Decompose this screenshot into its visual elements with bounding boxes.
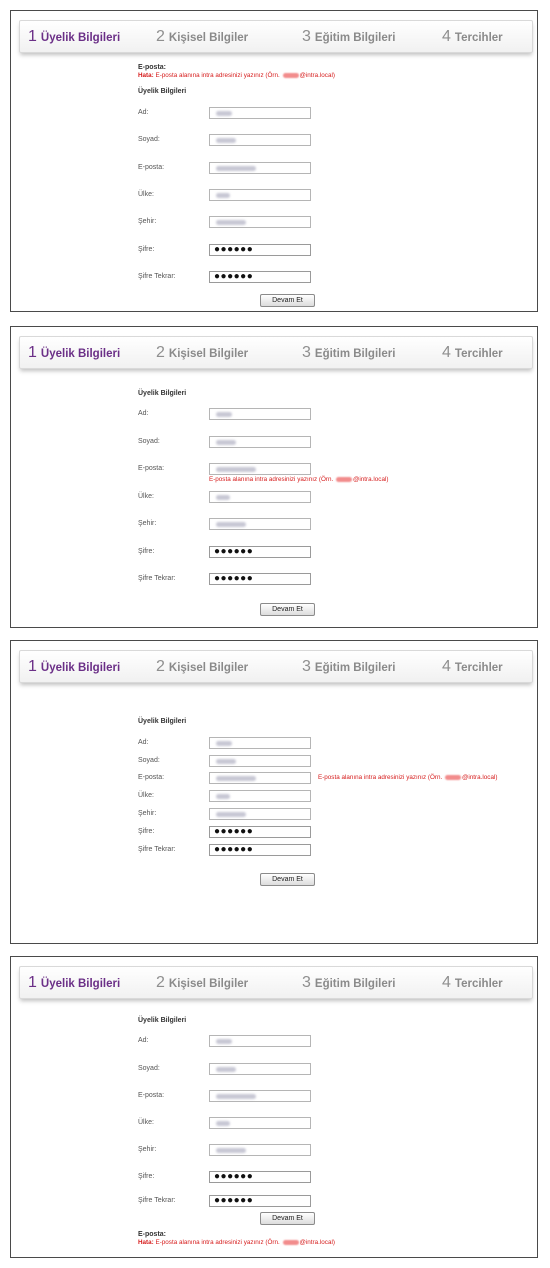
step-1[interactable]: 1 Üyelik Bilgileri — [28, 974, 121, 991]
step-4[interactable]: 4 Tercihler — [442, 974, 503, 991]
label-sifre-tekrar: Şifre Tekrar: — [138, 1197, 176, 1204]
label-ad: Ad: — [138, 1037, 149, 1044]
sehir-input[interactable] — [209, 808, 311, 820]
ulke-input[interactable] — [209, 189, 311, 201]
error-field-title: E-posta: — [138, 1231, 166, 1238]
step-2[interactable]: 2 Kişisel Bilgiler — [156, 974, 249, 991]
label-sifre-tekrar: Şifre Tekrar: — [138, 846, 176, 853]
devam-et-button[interactable]: Devam Et — [260, 603, 315, 616]
devam-et-button[interactable]: Devam Et — [260, 294, 315, 307]
membership-form — [11, 957, 537, 1257]
label-sifre: Şifre: — [138, 828, 155, 835]
sifre-tekrar-input[interactable]: ●●●●●● — [209, 271, 311, 283]
error-field-title: E-posta: — [138, 64, 166, 71]
step-4[interactable]: 4 Tercihler — [442, 28, 503, 45]
section-title: Üyelik Bilgileri — [138, 1017, 187, 1024]
step-1[interactable]: 1 Üyelik Bilgileri — [28, 28, 121, 45]
label-ulke: Ülke: — [138, 1119, 154, 1126]
variant-error-bottom — [10, 956, 538, 1258]
label-eposta: E-posta: — [138, 465, 165, 472]
soyad-input[interactable] — [209, 436, 311, 448]
label-ad: Ad: — [138, 410, 149, 417]
label-sehir: Şehir: — [138, 810, 157, 817]
sifre-input[interactable]: ●●●●●● — [209, 244, 311, 256]
step-3[interactable]: 3 Eğitim Bilgileri — [302, 658, 396, 675]
ad-input[interactable] — [209, 737, 311, 749]
ulke-input[interactable] — [209, 1117, 311, 1129]
eposta-input[interactable] — [209, 772, 311, 784]
label-sifre: Şifre: — [138, 246, 155, 253]
variant-error-top — [10, 10, 538, 312]
membership-form — [11, 641, 537, 943]
label-sehir: Şehir: — [138, 1146, 157, 1153]
soyad-input[interactable] — [209, 1063, 311, 1075]
soyad-input[interactable] — [209, 755, 311, 767]
devam-et-button[interactable]: Devam Et — [260, 1212, 315, 1225]
section-title: Üyelik Bilgileri — [138, 88, 187, 95]
ad-input[interactable] — [209, 1035, 311, 1047]
step-2[interactable]: 2 Kişisel Bilgiler — [156, 28, 249, 45]
sifre-input[interactable]: ●●●●●● — [209, 1171, 311, 1183]
step-2[interactable]: 2 Kişisel Bilgiler — [156, 658, 249, 675]
sifre-tekrar-input[interactable]: ●●●●●● — [209, 1195, 311, 1207]
label-soyad: Soyad: — [138, 1065, 160, 1072]
sifre-tekrar-input[interactable]: ●●●●●● — [209, 844, 311, 856]
label-sehir: Şehir: — [138, 218, 157, 225]
step-3[interactable]: 3 Eğitim Bilgileri — [302, 344, 396, 361]
sehir-input[interactable] — [209, 216, 311, 228]
label-ad: Ad: — [138, 109, 149, 116]
label-ulke: Ülke: — [138, 792, 154, 799]
step-4[interactable]: 4 Tercihler — [442, 658, 503, 675]
step-3[interactable]: 3 Eğitim Bilgileri — [302, 974, 396, 991]
membership-form — [11, 327, 537, 627]
sifre-input[interactable]: ●●●●●● — [209, 546, 311, 558]
sifre-tekrar-input[interactable]: ●●●●●● — [209, 573, 311, 585]
membership-form — [11, 11, 537, 311]
label-sifre-tekrar: Şifre Tekrar: — [138, 575, 176, 582]
error-message: E-posta alanına intra adresinizi yazınız (Örn. @intra.local) — [209, 476, 389, 483]
label-eposta: E-posta: — [138, 164, 165, 171]
ad-input[interactable] — [209, 408, 311, 420]
section-title: Üyelik Bilgileri — [138, 718, 187, 725]
variant-error-inline-below — [10, 326, 538, 628]
label-ulke: Ülke: — [138, 191, 154, 198]
label-ulke: Ülke: — [138, 493, 154, 500]
ulke-input[interactable] — [209, 491, 311, 503]
eposta-input[interactable] — [209, 162, 311, 174]
label-sifre: Şifre: — [138, 548, 155, 555]
step-2[interactable]: 2 Kişisel Bilgiler — [156, 344, 249, 361]
eposta-input[interactable] — [209, 1090, 311, 1102]
sehir-input[interactable] — [209, 1144, 311, 1156]
step-4[interactable]: 4 Tercihler — [442, 344, 503, 361]
ulke-input[interactable] — [209, 790, 311, 802]
error-message: E-posta alanına intra adresinizi yazınız (Örn. @intra.local) — [318, 774, 498, 781]
error-message: Hata: E-posta alanına intra adresinizi yazınız (Örn. @intra.local) — [138, 1239, 335, 1246]
label-soyad: Soyad: — [138, 438, 160, 445]
sehir-input[interactable] — [209, 518, 311, 530]
soyad-input[interactable] — [209, 134, 311, 146]
label-sifre-tekrar: Şifre Tekrar: — [138, 273, 176, 280]
label-eposta: E-posta: — [138, 1092, 165, 1099]
label-sifre: Şifre: — [138, 1173, 155, 1180]
error-message: Hata: E-posta alanına intra adresinizi yazınız (Örn. @intra.local) — [138, 72, 335, 79]
eposta-input[interactable] — [209, 463, 311, 475]
label-sehir: Şehir: — [138, 520, 157, 527]
step-3[interactable]: 3 Eğitim Bilgileri — [302, 28, 396, 45]
ad-input[interactable] — [209, 107, 311, 119]
step-1[interactable]: 1 Üyelik Bilgileri — [28, 344, 121, 361]
label-eposta: E-posta: — [138, 774, 165, 781]
sifre-input[interactable]: ●●●●●● — [209, 826, 311, 838]
label-soyad: Soyad: — [138, 136, 160, 143]
label-soyad: Soyad: — [138, 757, 160, 764]
devam-et-button[interactable]: Devam Et — [260, 873, 315, 886]
step-1[interactable]: 1 Üyelik Bilgileri — [28, 658, 121, 675]
section-title: Üyelik Bilgileri — [138, 390, 187, 397]
variant-error-inline-right — [10, 640, 538, 944]
label-ad: Ad: — [138, 739, 149, 746]
